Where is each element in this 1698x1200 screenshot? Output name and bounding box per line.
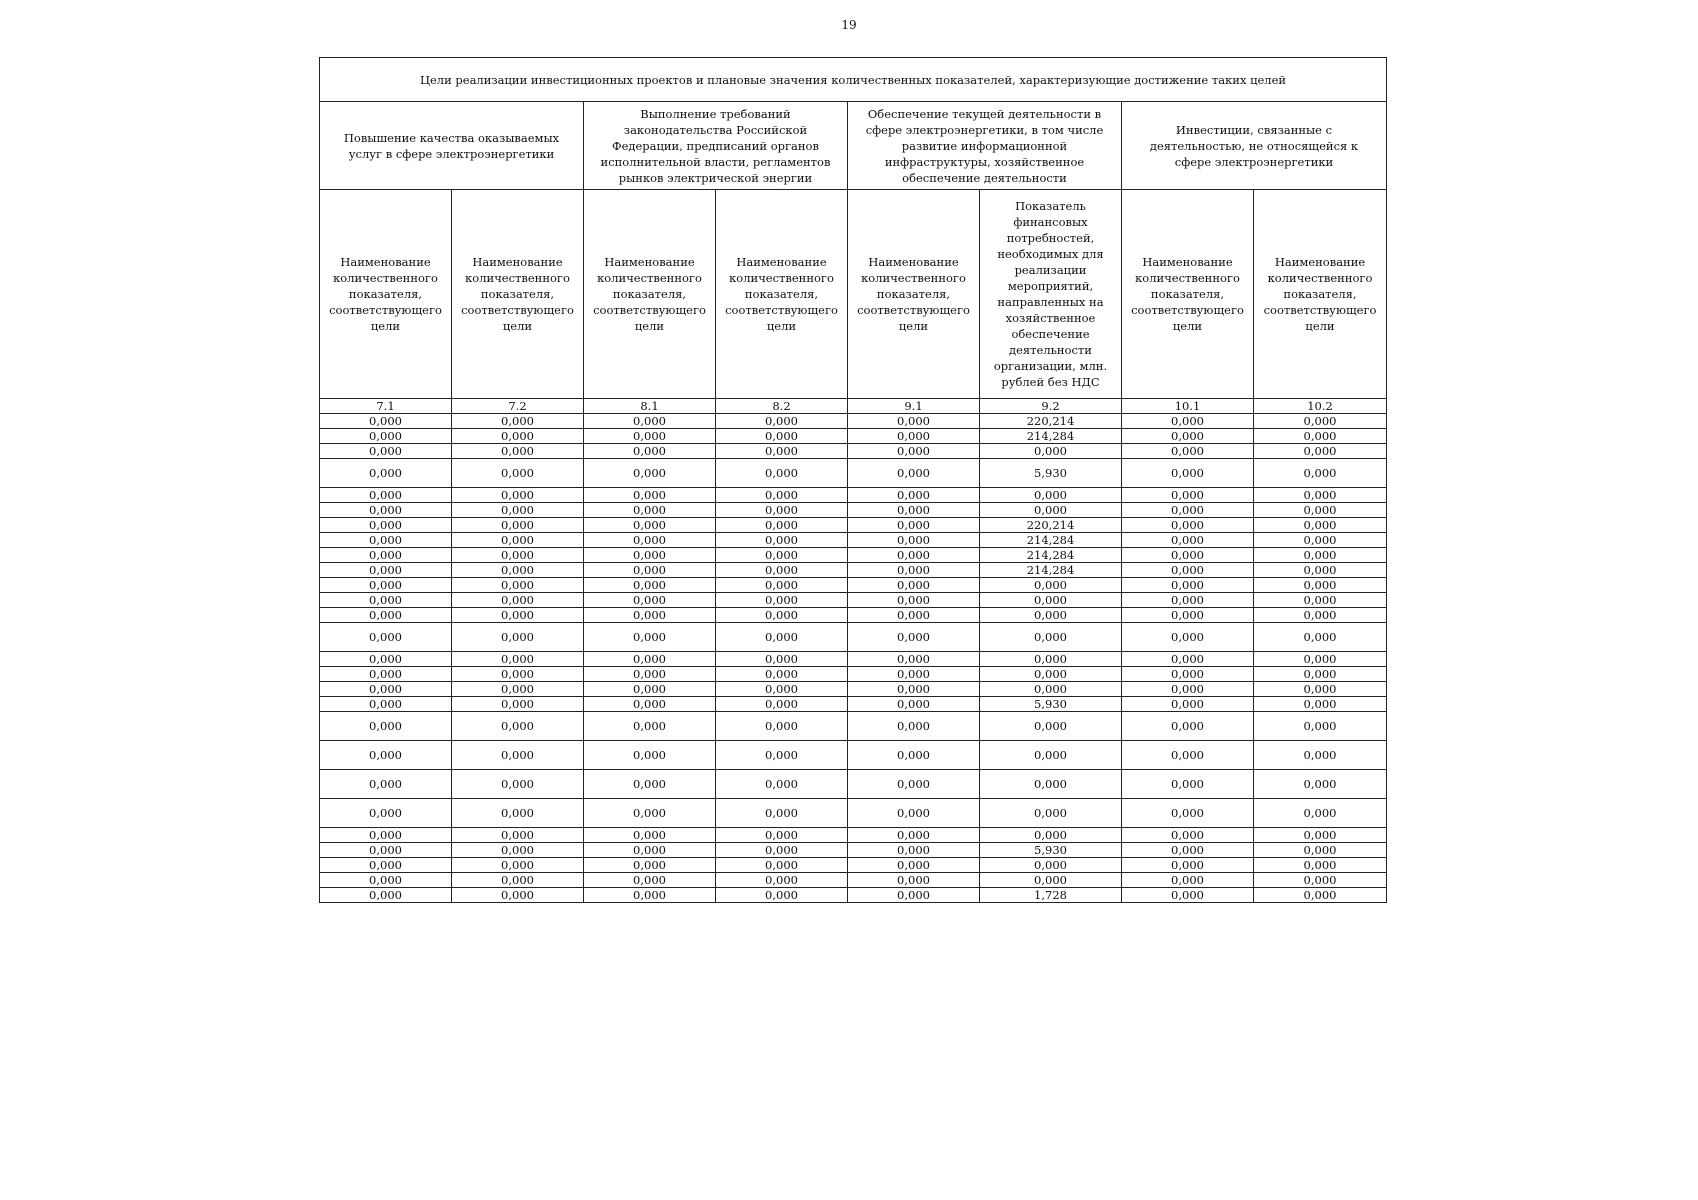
table-cell: 0,000 xyxy=(452,858,584,873)
table-cell: 0,000 xyxy=(452,429,584,444)
table-cell: 0,000 xyxy=(452,518,584,533)
table-cell: 0,000 xyxy=(584,518,716,533)
group-header-current-operations: Обеспечение текущей деятельности в сфере электроэнергетики, в том числе развитие информационной инфраструктуры, хозяйственное обеспечение деятельности xyxy=(848,102,1122,190)
table-cell: 0,000 xyxy=(452,667,584,682)
column-header: Наименование количественного показателя, соответствующего цели xyxy=(1122,190,1254,399)
table-cell: 0,000 xyxy=(848,652,980,667)
table-row xyxy=(320,667,1387,682)
table-cell: 0,000 xyxy=(980,652,1122,667)
table-cell: 0,000 xyxy=(320,799,452,828)
table-cell: 0,000 xyxy=(320,697,452,712)
table-cell: 0,000 xyxy=(980,682,1122,697)
table-cell: 0,000 xyxy=(320,488,452,503)
table-cell: 0,000 xyxy=(320,682,452,697)
table-cell: 5,930 xyxy=(980,459,1122,488)
table-cell: 0,000 xyxy=(1254,459,1387,488)
table-cell: 0,000 xyxy=(980,712,1122,741)
table-row xyxy=(320,533,1387,548)
table-cell: 0,000 xyxy=(452,888,584,903)
table-cell: 0,000 xyxy=(1122,873,1254,888)
table-cell: 0,000 xyxy=(848,429,980,444)
table-cell: 0,000 xyxy=(1254,799,1387,828)
table-cell: 0,000 xyxy=(980,503,1122,518)
table-cell: 0,000 xyxy=(848,697,980,712)
table-cell: 0,000 xyxy=(716,667,848,682)
table-cell: 0,000 xyxy=(848,444,980,459)
table-cell: 0,000 xyxy=(320,459,452,488)
table-cell: 0,000 xyxy=(452,682,584,697)
column-header: Наименование количественного показателя, соответствующего цели xyxy=(584,190,716,399)
table-cell: 214,284 xyxy=(980,429,1122,444)
table-cell: 0,000 xyxy=(1254,563,1387,578)
table-cell: 0,000 xyxy=(848,843,980,858)
table-row xyxy=(320,444,1387,459)
table-row xyxy=(320,459,1387,488)
table-cell: 0,000 xyxy=(320,858,452,873)
table-cell: 0,000 xyxy=(1254,414,1387,429)
table-cell: 0,000 xyxy=(584,593,716,608)
table-cell: 0,000 xyxy=(716,623,848,652)
table-cell: 0,000 xyxy=(848,488,980,503)
table-cell: 0,000 xyxy=(1254,741,1387,770)
table-cell: 0,000 xyxy=(584,667,716,682)
table-cell: 1,728 xyxy=(980,888,1122,903)
table-cell: 0,000 xyxy=(716,741,848,770)
table-cell: 0,000 xyxy=(980,608,1122,623)
table-cell: 0,000 xyxy=(848,623,980,652)
table-cell: 0,000 xyxy=(1122,799,1254,828)
table-cell: 0,000 xyxy=(1122,488,1254,503)
table-row xyxy=(320,623,1387,652)
table-cell: 0,000 xyxy=(848,712,980,741)
table-cell: 0,000 xyxy=(320,741,452,770)
column-header-financial-needs: Показатель финансовых потребностей, необходимых для реализации мероприятий, направленных на хозяйственное обеспечение деятельности организации, млн. рублей без НДС xyxy=(980,190,1122,399)
table-cell: 0,000 xyxy=(1254,444,1387,459)
table-cell: 0,000 xyxy=(1254,608,1387,623)
group-header-legal-requirements: Выполнение требований законодательства Российской Федерации, предписаний органов исполнительной власти, регламентов рынков электрической энергии xyxy=(584,102,848,190)
table-cell: 0,000 xyxy=(452,652,584,667)
table-cell: 0,000 xyxy=(584,623,716,652)
table-cell: 0,000 xyxy=(1122,563,1254,578)
table-cell: 0,000 xyxy=(584,858,716,873)
table-cell: 0,000 xyxy=(584,712,716,741)
table-cell: 0,000 xyxy=(1122,548,1254,563)
table-cell: 0,000 xyxy=(1122,888,1254,903)
table-cell: 0,000 xyxy=(452,444,584,459)
table-row xyxy=(320,548,1387,563)
table-cell: 0,000 xyxy=(452,608,584,623)
table-row xyxy=(320,858,1387,873)
table-cell: 0,000 xyxy=(1122,414,1254,429)
table-cell: 0,000 xyxy=(848,518,980,533)
table-cell: 0,000 xyxy=(1122,843,1254,858)
table-cell: 0,000 xyxy=(1254,578,1387,593)
table-cell: 0,000 xyxy=(716,652,848,667)
table-row xyxy=(320,518,1387,533)
table-cell: 220,214 xyxy=(980,518,1122,533)
table-cell: 0,000 xyxy=(1254,697,1387,712)
table-cell: 0,000 xyxy=(320,533,452,548)
column-number: 10.2 xyxy=(1254,399,1387,414)
table-row xyxy=(320,578,1387,593)
table-cell: 0,000 xyxy=(1122,667,1254,682)
table-cell: 0,000 xyxy=(584,429,716,444)
column-header: Наименование количественного показателя, соответствующего цели xyxy=(1254,190,1387,399)
table-cell: 0,000 xyxy=(1122,608,1254,623)
investment-goals-table-container xyxy=(319,57,1386,903)
table-cell: 0,000 xyxy=(452,741,584,770)
table-cell: 0,000 xyxy=(452,488,584,503)
table-cell: 0,000 xyxy=(716,578,848,593)
table-cell: 0,000 xyxy=(848,888,980,903)
table-cell: 0,000 xyxy=(320,578,452,593)
table-cell: 0,000 xyxy=(320,843,452,858)
table-cell: 0,000 xyxy=(584,488,716,503)
table-cell: 0,000 xyxy=(320,414,452,429)
table-cell: 0,000 xyxy=(1122,828,1254,843)
table-cell: 0,000 xyxy=(452,873,584,888)
table-cell: 0,000 xyxy=(584,608,716,623)
table-cell: 0,000 xyxy=(1122,578,1254,593)
column-number: 8.2 xyxy=(716,399,848,414)
column-number: 8.1 xyxy=(584,399,716,414)
table-cell: 0,000 xyxy=(980,828,1122,843)
table-cell: 0,000 xyxy=(848,533,980,548)
table-cell: 0,000 xyxy=(980,741,1122,770)
page-number: 19 xyxy=(841,18,857,32)
table-cell: 0,000 xyxy=(584,652,716,667)
table-cell: 0,000 xyxy=(452,548,584,563)
table-cell: 0,000 xyxy=(584,444,716,459)
table-cell: 0,000 xyxy=(452,697,584,712)
table-body xyxy=(320,414,1387,903)
table-row xyxy=(320,828,1387,843)
table-cell: 0,000 xyxy=(1254,858,1387,873)
table-cell: 0,000 xyxy=(1254,533,1387,548)
table-cell: 0,000 xyxy=(980,667,1122,682)
table-cell: 0,000 xyxy=(716,697,848,712)
table-cell: 5,930 xyxy=(980,697,1122,712)
table-row xyxy=(320,488,1387,503)
table-row xyxy=(320,888,1387,903)
table-cell: 0,000 xyxy=(452,503,584,518)
column-number: 7.1 xyxy=(320,399,452,414)
table-cell: 0,000 xyxy=(584,697,716,712)
table-row xyxy=(320,593,1387,608)
table-cell: 0,000 xyxy=(1254,828,1387,843)
column-header: Наименование количественного показателя, соответствующего цели xyxy=(716,190,848,399)
table-cell: 0,000 xyxy=(848,828,980,843)
table-cell: 0,000 xyxy=(1254,548,1387,563)
table-cell: 0,000 xyxy=(584,548,716,563)
table-cell: 0,000 xyxy=(1122,697,1254,712)
table-cell: 0,000 xyxy=(320,593,452,608)
table-cell: 0,000 xyxy=(1122,770,1254,799)
column-number: 9.2 xyxy=(980,399,1122,414)
table-cell: 0,000 xyxy=(320,548,452,563)
table-cell: 0,000 xyxy=(716,548,848,563)
table-cell: 0,000 xyxy=(980,770,1122,799)
table-cell: 0,000 xyxy=(980,488,1122,503)
table-row xyxy=(320,682,1387,697)
table-cell: 0,000 xyxy=(584,873,716,888)
table-cell: 0,000 xyxy=(1122,682,1254,697)
table-cell: 0,000 xyxy=(584,563,716,578)
table-cell: 0,000 xyxy=(1122,459,1254,488)
table-cell: 0,000 xyxy=(452,533,584,548)
column-number: 7.2 xyxy=(452,399,584,414)
table-cell: 0,000 xyxy=(1254,682,1387,697)
table-cell: 0,000 xyxy=(980,873,1122,888)
table-cell: 214,284 xyxy=(980,563,1122,578)
table-cell: 0,000 xyxy=(848,770,980,799)
table-cell: 0,000 xyxy=(452,414,584,429)
table-cell: 0,000 xyxy=(1122,652,1254,667)
table-cell: 0,000 xyxy=(716,533,848,548)
table-cell: 0,000 xyxy=(848,873,980,888)
table-cell: 0,000 xyxy=(848,799,980,828)
table-cell: 0,000 xyxy=(1122,593,1254,608)
table-row xyxy=(320,799,1387,828)
table-cell: 0,000 xyxy=(320,888,452,903)
column-header: Наименование количественного показателя, соответствующего цели xyxy=(848,190,980,399)
table-cell: 0,000 xyxy=(452,623,584,652)
column-header: Наименование количественного показателя, соответствующего цели xyxy=(452,190,584,399)
table-cell: 0,000 xyxy=(716,459,848,488)
table-cell: 0,000 xyxy=(716,888,848,903)
table-cell: 0,000 xyxy=(584,888,716,903)
table-cell: 0,000 xyxy=(452,578,584,593)
table-cell: 0,000 xyxy=(980,858,1122,873)
table-cell: 0,000 xyxy=(1254,518,1387,533)
table-row xyxy=(320,741,1387,770)
table-cell: 0,000 xyxy=(584,741,716,770)
table-cell: 0,000 xyxy=(1122,623,1254,652)
table-cell: 0,000 xyxy=(848,459,980,488)
table-cell: 0,000 xyxy=(1122,712,1254,741)
table-row xyxy=(320,652,1387,667)
investment-goals-table xyxy=(319,57,1387,903)
table-cell: 0,000 xyxy=(716,429,848,444)
table-cell: 0,000 xyxy=(848,503,980,518)
table-cell: 0,000 xyxy=(1122,533,1254,548)
table-row xyxy=(320,770,1387,799)
table-cell: 0,000 xyxy=(716,414,848,429)
table-cell: 0,000 xyxy=(1254,503,1387,518)
table-cell: 0,000 xyxy=(320,563,452,578)
table-cell: 214,284 xyxy=(980,533,1122,548)
table-cell: 0,000 xyxy=(320,623,452,652)
table-cell: 0,000 xyxy=(716,503,848,518)
table-cell: 0,000 xyxy=(320,608,452,623)
table-cell: 0,000 xyxy=(1122,429,1254,444)
table-cell: 0,000 xyxy=(320,712,452,741)
table-cell: 0,000 xyxy=(584,503,716,518)
table-cell: 0,000 xyxy=(584,682,716,697)
table-row xyxy=(320,414,1387,429)
table-cell: 0,000 xyxy=(452,712,584,741)
table-row xyxy=(320,563,1387,578)
table-cell: 0,000 xyxy=(848,593,980,608)
table-row xyxy=(320,873,1387,888)
table-cell: 0,000 xyxy=(584,459,716,488)
group-header-service-quality: Повышение качества оказываемых услуг в сфере электроэнергетики xyxy=(320,102,584,190)
table-cell: 0,000 xyxy=(452,799,584,828)
table-cell: 0,000 xyxy=(980,799,1122,828)
table-cell: 0,000 xyxy=(848,578,980,593)
table-cell: 0,000 xyxy=(452,828,584,843)
table-cell: 0,000 xyxy=(1254,843,1387,858)
table-cell: 0,000 xyxy=(1254,770,1387,799)
table-row xyxy=(320,697,1387,712)
table-cell: 0,000 xyxy=(716,799,848,828)
table-cell: 0,000 xyxy=(980,623,1122,652)
table-cell: 0,000 xyxy=(1254,652,1387,667)
table-cell: 0,000 xyxy=(716,858,848,873)
table-row xyxy=(320,843,1387,858)
table-cell: 0,000 xyxy=(320,518,452,533)
table-cell: 0,000 xyxy=(584,828,716,843)
table-cell: 0,000 xyxy=(980,578,1122,593)
table-cell: 0,000 xyxy=(848,548,980,563)
table-cell: 0,000 xyxy=(1254,623,1387,652)
table-cell: 0,000 xyxy=(848,608,980,623)
table-row xyxy=(320,712,1387,741)
column-number: 9.1 xyxy=(848,399,980,414)
table-cell: 0,000 xyxy=(1254,593,1387,608)
table-cell: 0,000 xyxy=(716,518,848,533)
table-row xyxy=(320,608,1387,623)
table-cell: 0,000 xyxy=(584,770,716,799)
table-cell: 0,000 xyxy=(848,682,980,697)
table-cell: 0,000 xyxy=(320,828,452,843)
table-cell: 214,284 xyxy=(980,548,1122,563)
table-cell: 0,000 xyxy=(1254,873,1387,888)
table-cell: 0,000 xyxy=(584,843,716,858)
table-cell: 0,000 xyxy=(716,828,848,843)
table-cell: 0,000 xyxy=(1122,503,1254,518)
table-cell: 0,000 xyxy=(848,741,980,770)
table-row xyxy=(320,503,1387,518)
table-cell: 0,000 xyxy=(716,563,848,578)
table-cell: 0,000 xyxy=(584,799,716,828)
table-cell: 0,000 xyxy=(1122,518,1254,533)
table-cell: 0,000 xyxy=(1254,429,1387,444)
table-title: Цели реализации инвестиционных проектов и плановые значения количественных показателей, характеризующие достижение таких целей xyxy=(320,58,1387,102)
table-cell: 0,000 xyxy=(452,843,584,858)
table-cell: 0,000 xyxy=(1254,488,1387,503)
table-cell: 0,000 xyxy=(716,843,848,858)
table-cell: 0,000 xyxy=(320,667,452,682)
column-number: 10.1 xyxy=(1122,399,1254,414)
table-cell: 0,000 xyxy=(1122,741,1254,770)
table-cell: 0,000 xyxy=(452,563,584,578)
table-cell: 0,000 xyxy=(716,770,848,799)
table-row xyxy=(320,429,1387,444)
table-cell: 0,000 xyxy=(452,593,584,608)
table-cell: 0,000 xyxy=(320,652,452,667)
table-cell: 0,000 xyxy=(848,858,980,873)
table-cell: 0,000 xyxy=(716,682,848,697)
group-header-non-energy-investments: Инвестиции, связанные с деятельностью, не относящейся к сфере электроэнергетики xyxy=(1122,102,1387,190)
table-cell: 0,000 xyxy=(1254,888,1387,903)
table-cell: 0,000 xyxy=(848,563,980,578)
table-cell: 0,000 xyxy=(980,593,1122,608)
table-cell: 0,000 xyxy=(716,873,848,888)
table-cell: 0,000 xyxy=(452,770,584,799)
table-cell: 0,000 xyxy=(452,459,584,488)
table-cell: 0,000 xyxy=(584,414,716,429)
table-cell: 0,000 xyxy=(320,429,452,444)
table-cell: 5,930 xyxy=(980,843,1122,858)
table-cell: 0,000 xyxy=(320,770,452,799)
table-cell: 0,000 xyxy=(716,593,848,608)
table-cell: 0,000 xyxy=(584,578,716,593)
table-cell: 0,000 xyxy=(980,444,1122,459)
table-cell: 0,000 xyxy=(716,444,848,459)
table-cell: 0,000 xyxy=(1254,712,1387,741)
table-cell: 0,000 xyxy=(1122,858,1254,873)
table-cell: 0,000 xyxy=(320,873,452,888)
table-cell: 0,000 xyxy=(320,503,452,518)
table-cell: 220,214 xyxy=(980,414,1122,429)
table-cell: 0,000 xyxy=(716,712,848,741)
table-cell: 0,000 xyxy=(1254,667,1387,682)
table-cell: 0,000 xyxy=(320,444,452,459)
table-cell: 0,000 xyxy=(848,414,980,429)
table-cell: 0,000 xyxy=(716,608,848,623)
table-cell: 0,000 xyxy=(1122,444,1254,459)
column-header: Наименование количественного показателя, соответствующего цели xyxy=(320,190,452,399)
table-cell: 0,000 xyxy=(848,667,980,682)
table-cell: 0,000 xyxy=(584,533,716,548)
table-cell: 0,000 xyxy=(716,488,848,503)
